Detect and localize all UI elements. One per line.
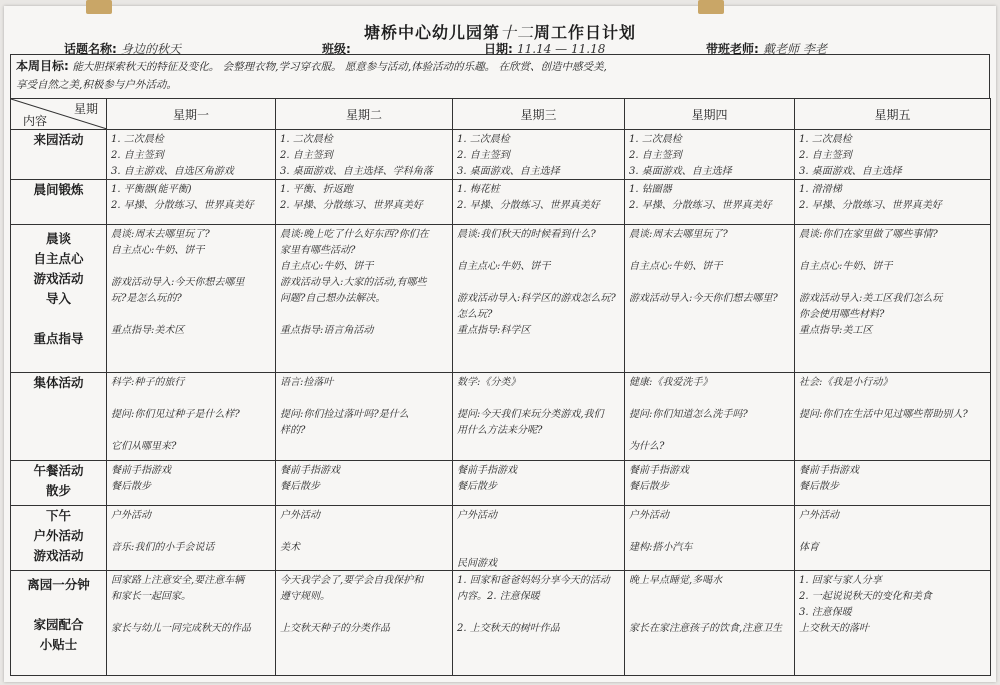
- plan-cell: [625, 460, 795, 506]
- handwritten-line: [111, 605, 271, 621]
- plan-row: [11, 570, 991, 675]
- day-header: 星期四: [625, 99, 795, 130]
- day-header: 星期五: [795, 99, 991, 130]
- handwritten-line: 1. 二次晨检: [799, 134, 852, 145]
- row-label-line: 小贴士: [39, 636, 78, 652]
- plan-cell: [453, 179, 625, 225]
- handwritten-line: 1. 二次晨检: [280, 134, 333, 145]
- corner-top: 星期: [73, 102, 98, 116]
- handwritten-line: 餐前手指游戏: [280, 464, 340, 476]
- day-header: 星期三: [453, 99, 625, 130]
- handwritten-line: [629, 391, 790, 407]
- plan-cell: [107, 372, 276, 460]
- plan-cell: [795, 130, 991, 180]
- row-label-line: 导入: [45, 291, 71, 307]
- handwritten-line: 1. 平衡、折返跑: [280, 183, 353, 195]
- handwritten-line: 晚上早点睡觉,多喝水: [629, 574, 723, 586]
- row-label: [11, 506, 107, 571]
- handwritten-line: 重点指导:美工区: [799, 325, 873, 337]
- row-label-line: 集体活动: [33, 374, 84, 390]
- handwritten-line: 音乐:我们的小手会说话: [111, 542, 215, 554]
- handwritten-line: 用什么方法来分呢?: [457, 424, 543, 436]
- plan-cell: [795, 506, 991, 571]
- row-label-line: 户外活动: [33, 528, 84, 544]
- handwritten-line: 户外活动: [280, 510, 320, 522]
- row-label-line: 晨谈: [45, 231, 71, 247]
- handwritten-line: 1. 梅花桩: [457, 183, 500, 195]
- row-label: [11, 570, 107, 675]
- day-header: 星期二: [276, 99, 453, 130]
- handwritten-line: 1. 钻圈器: [629, 183, 672, 195]
- handwritten-line: 提问:你们在生活中见过哪些帮助别人?: [799, 408, 968, 420]
- handwritten-line: 自主点心:牛奶、饼干: [629, 261, 723, 273]
- handwritten-line: [111, 423, 271, 439]
- plan-cell: [625, 225, 795, 372]
- handwritten-line: 游戏活动导入:今天你想去哪里: [111, 277, 245, 289]
- handwritten-line: 晨谈:周末去哪里玩了?: [629, 229, 728, 241]
- binder-clip-right: [698, 0, 724, 14]
- plan-cell: [276, 460, 453, 506]
- handwritten-line: 2. 早操、分散练习、世界真美好: [629, 199, 772, 211]
- handwritten-line: 它们从哪里来?: [111, 440, 177, 452]
- handwritten-line: 重点指导:科学区: [457, 325, 531, 337]
- row-label-line: 来园活动: [33, 132, 84, 147]
- plan-cell: [276, 506, 453, 571]
- handwritten-line: [111, 259, 271, 275]
- row-label-line: 散步: [45, 482, 71, 498]
- row-label: [11, 130, 107, 180]
- handwritten-line: 1. 滑滑梯: [799, 183, 842, 195]
- handwritten-line: [799, 524, 986, 540]
- row-label-line: 自主点心: [33, 251, 84, 267]
- handwritten-line: 1. 回家与家人分享: [799, 574, 882, 586]
- handwritten-line: 2. 一起说说秋天的变化和美食: [799, 590, 932, 602]
- plan-cell: [625, 179, 795, 225]
- handwritten-line: 晨谈:我们秋天的时候看到什么?: [457, 229, 596, 241]
- handwritten-line: 3. 桌面游戏、自主选择: [799, 166, 902, 177]
- row-label-line: 重点指导: [33, 331, 84, 347]
- handwritten-line: 为什么?: [629, 440, 665, 452]
- plan-cell: [276, 179, 453, 225]
- handwritten-line: 2. 早操、分散练习、世界真美好: [280, 199, 423, 211]
- weekly-goal-line: 能大胆探索秋天的特征及变化。 会整理衣物,学习穿衣服。 愿意参与活动,体验活动的乐趣。 在欣赏、创造中感受美,: [72, 61, 607, 73]
- weekly-goal-line: 享受自然之美,积极参与户外活动。: [16, 79, 177, 91]
- plan-row: [11, 225, 991, 372]
- plan-cell: [453, 506, 625, 571]
- row-label-line: [11, 595, 106, 615]
- handwritten-line: 上交秋天种子的分类作品: [280, 622, 390, 634]
- handwritten-line: [457, 540, 620, 556]
- corner-bottom: 内容: [23, 114, 48, 128]
- plan-body: [11, 130, 991, 676]
- row-label-line: 家园配合: [33, 616, 84, 632]
- weekly-goal-label: 本周目标:: [16, 59, 69, 73]
- handwritten-line: [457, 275, 620, 291]
- row-label-line: 下午: [45, 508, 71, 524]
- row-label-line: 游戏活动: [33, 548, 84, 564]
- plan-row: [11, 460, 991, 506]
- handwritten-line: 数学:《分类》: [457, 376, 521, 388]
- handwritten-line: 户外活动: [457, 510, 497, 522]
- plan-row: [11, 179, 991, 225]
- handwritten-line: 内容。2. 注意保暖: [457, 590, 540, 602]
- plan-row: [11, 130, 991, 180]
- row-label-line: 午餐活动: [33, 462, 84, 478]
- handwritten-line: 语言:捡落叶: [280, 376, 334, 388]
- handwritten-line: 1. 二次晨检: [457, 134, 510, 145]
- handwritten-line: [629, 605, 790, 621]
- handwritten-line: 户外活动: [799, 510, 839, 522]
- handwritten-line: 1. 平衡器(能平衡): [111, 183, 192, 195]
- plan-cell: [107, 225, 276, 372]
- plan-cell: [453, 460, 625, 506]
- handwritten-line: 餐前手指游戏: [457, 464, 517, 476]
- day-header-row: [11, 99, 991, 130]
- plan-cell: [276, 372, 453, 460]
- row-label-line: [11, 309, 106, 329]
- topic-field: 话题名称: 身边的秋天: [64, 42, 182, 56]
- binder-clip-left: [86, 0, 112, 14]
- handwritten-line: [457, 605, 620, 621]
- handwritten-line: 晨谈:晚上吃了什么好东西?你们在: [280, 229, 429, 241]
- handwritten-line: 2. 自主签到: [629, 150, 682, 161]
- row-label: [11, 372, 107, 460]
- handwritten-line: [799, 275, 986, 291]
- handwritten-line: [629, 307, 790, 323]
- day-header: 星期一: [107, 99, 276, 130]
- week-number: 十二: [499, 23, 534, 42]
- handwritten-line: 3. 桌面游戏、自主选择: [457, 166, 560, 177]
- handwritten-line: [111, 524, 271, 540]
- teacher-field: 带班老师: 戴老师 李老: [706, 42, 827, 56]
- handwritten-line: 2. 早操、分散练习、世界真美好: [799, 199, 942, 211]
- handwritten-line: 餐后散步: [629, 480, 669, 492]
- plan-cell: [795, 460, 991, 506]
- handwritten-line: [629, 589, 790, 605]
- handwritten-line: 科学:种子的旅行: [111, 376, 185, 388]
- handwritten-line: 餐后散步: [111, 480, 151, 492]
- handwritten-line: 餐后散步: [280, 480, 320, 492]
- date-field: 日期: 11.14 — 11.18: [484, 42, 606, 56]
- handwritten-line: 提问:你们捡过落叶吗?是什么: [280, 408, 409, 420]
- plan-cell: [276, 130, 453, 180]
- handwritten-line: 样的?: [280, 424, 306, 436]
- plan-cell: [795, 372, 991, 460]
- handwritten-line: 你会使用哪些材料?: [799, 309, 885, 321]
- handwritten-line: [629, 524, 790, 540]
- handwritten-line: [457, 243, 620, 259]
- handwritten-line: 2. 自主签到: [799, 150, 852, 161]
- handwritten-line: 家里有哪些活动?: [280, 245, 356, 257]
- handwritten-line: 游戏活动导入:美工区我们怎么玩: [799, 293, 943, 305]
- plan-cell: [107, 570, 276, 675]
- row-label-line: 离园一分钟: [27, 576, 90, 592]
- handwritten-line: 提问:今天我们来玩分类游戏,我们: [457, 408, 604, 420]
- handwritten-line: [280, 391, 448, 407]
- handwritten-line: [280, 307, 448, 323]
- handwritten-line: 家长在家注意孩子的饮食,注意卫生: [629, 622, 783, 634]
- handwritten-line: 问题?自己想办法解决。: [280, 293, 386, 305]
- handwritten-line: 社会:《我是小行动》: [799, 376, 893, 388]
- handwritten-line: 健康:《我爱洗手》: [629, 376, 713, 388]
- handwritten-line: [799, 391, 986, 407]
- handwritten-line: 2. 早操、分散练习、世界真美好: [111, 199, 254, 211]
- plan-cell: [795, 570, 991, 675]
- plan-cell: [453, 570, 625, 675]
- handwritten-line: 上交秋天的落叶: [799, 622, 869, 634]
- handwritten-line: 1. 回家和爸爸妈妈分享今天的活动: [457, 574, 610, 586]
- handwritten-line: 自主点心:牛奶、饼干: [799, 261, 893, 273]
- row-label: [11, 225, 107, 372]
- handwritten-line: [280, 524, 448, 540]
- handwritten-line: [457, 391, 620, 407]
- handwritten-line: 提问:你们知道怎么洗手吗?: [629, 408, 748, 420]
- class-field: 班级:: [322, 42, 351, 56]
- handwritten-line: 重点指导:美术区: [111, 325, 185, 337]
- plan-cell: [625, 506, 795, 571]
- handwritten-line: 提问:你们见过种子是什么样?: [111, 408, 240, 420]
- weekly-goal: [10, 54, 990, 98]
- handwritten-line: [629, 243, 790, 259]
- handwritten-line: 餐后散步: [799, 480, 839, 492]
- row-label-line: 晨间锻炼: [33, 181, 84, 197]
- handwritten-line: 3. 注意保暖: [799, 606, 852, 618]
- row-label: [11, 460, 107, 506]
- handwritten-line: 家长与幼儿一同完成秋天的作品: [111, 622, 251, 634]
- plan-cell: [453, 130, 625, 180]
- handwritten-line: 美术: [280, 542, 300, 554]
- plan-cell: [625, 570, 795, 675]
- page-title: 塘桥中心幼儿园第十二周工作日计划: [363, 23, 637, 42]
- handwritten-line: 游戏活动导入:科学区的游戏怎么玩?: [457, 293, 616, 305]
- handwritten-line: 餐前手指游戏: [111, 464, 171, 476]
- handwritten-line: 玩?是怎么玩的?: [111, 293, 182, 305]
- plan-cell: [276, 225, 453, 372]
- handwritten-line: 2. 早操、分散练习、世界真美好: [457, 199, 600, 211]
- plan-cell: [795, 225, 991, 372]
- plan-cell: [795, 179, 991, 225]
- row-label-line: 游戏活动: [33, 271, 84, 287]
- handwritten-line: 餐前手指游戏: [799, 464, 859, 476]
- date-value: 11.14 — 11.18: [517, 42, 606, 56]
- handwritten-line: 户外活动: [111, 510, 151, 522]
- topic-value: 身边的秋天: [121, 42, 182, 56]
- handwritten-line: 户外活动: [629, 510, 669, 522]
- row-label: [11, 179, 107, 225]
- handwritten-line: 3. 桌面游戏、自主选择、学科角落: [280, 166, 433, 177]
- handwritten-line: 游戏活动导入:今天你们想去哪里?: [629, 293, 778, 305]
- handwritten-line: 民间游戏: [457, 558, 497, 570]
- handwritten-line: [457, 524, 620, 540]
- plan-cell: [453, 372, 625, 460]
- handwritten-line: 2. 自主签到: [457, 150, 510, 161]
- plan-row: [11, 372, 991, 460]
- handwritten-line: 餐前手指游戏: [629, 464, 689, 476]
- plan-cell: [107, 506, 276, 571]
- handwritten-line: [111, 391, 271, 407]
- handwritten-line: 2. 自主签到: [280, 150, 333, 161]
- handwritten-line: 晨谈:周末去哪里玩了?: [111, 229, 210, 241]
- handwritten-line: 2. 自主签到: [111, 150, 164, 161]
- plan-cell: [107, 179, 276, 225]
- handwritten-line: 回家路上注意安全,要注意车辆: [111, 574, 245, 586]
- handwritten-line: 1. 二次晨检: [111, 134, 164, 145]
- handwritten-line: 3. 桌面游戏、自主选择: [629, 166, 732, 177]
- plan-cell: [107, 460, 276, 506]
- plan-cell: [276, 570, 453, 675]
- handwritten-line: [799, 243, 986, 259]
- handwritten-line: [629, 275, 790, 291]
- handwritten-line: 3. 自主游戏、自选区角游戏: [111, 166, 234, 177]
- handwritten-line: 餐后散步: [457, 480, 497, 492]
- handwritten-line: [629, 323, 790, 339]
- plan-cell: [625, 130, 795, 180]
- handwritten-line: [629, 423, 790, 439]
- handwritten-line: 怎么玩?: [457, 309, 493, 321]
- plan-cell: [453, 225, 625, 372]
- corner-cell: [11, 99, 107, 130]
- handwritten-line: 2. 上交秋天的树叶作品: [457, 622, 560, 634]
- handwritten-line: 晨谈:你们在家里做了哪些事情?: [799, 229, 938, 241]
- handwritten-line: 建构:搭小汽车: [629, 542, 693, 554]
- plan-cell: [625, 372, 795, 460]
- teacher-value: 戴老师 李老: [763, 42, 827, 56]
- handwritten-line: 重点指导:语言角活动: [280, 325, 374, 337]
- plan-cell: [107, 130, 276, 180]
- handwritten-line: [280, 605, 448, 621]
- plan-table: [10, 98, 991, 676]
- handwritten-line: 今天我学会了,要学会自我保护和: [280, 574, 424, 586]
- handwritten-line: 遵守规则。: [280, 590, 330, 602]
- handwritten-line: 自主点心:牛奶、饼干: [111, 245, 205, 257]
- handwritten-line: [111, 307, 271, 323]
- handwritten-line: 游戏活动导入:大家的活动,有哪些: [280, 277, 427, 289]
- handwritten-line: 自主点心:牛奶、饼干: [280, 261, 374, 273]
- plan-row: [11, 506, 991, 571]
- handwritten-line: 体育: [799, 542, 819, 554]
- handwritten-line: 1. 二次晨检: [629, 134, 682, 145]
- handwritten-line: 自主点心:牛奶、饼干: [457, 261, 551, 273]
- handwritten-line: 和家长一起回家。: [111, 590, 191, 602]
